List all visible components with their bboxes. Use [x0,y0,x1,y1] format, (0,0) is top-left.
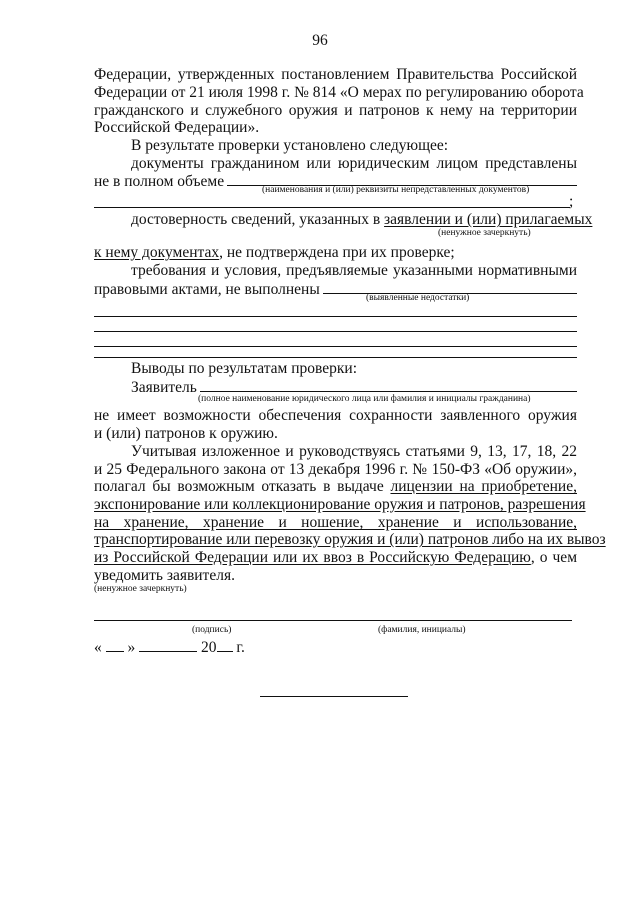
decision-line-3 [94,478,577,495]
decision-line-7 [94,549,577,566]
decision-hint: (ненужное зачеркнуть) [94,584,187,594]
check-result-heading: В результате проверки установлено следующее: [131,137,449,154]
date-year-prefix: 20 [201,639,217,656]
reliability-prefix: достоверность сведений, указанных в [131,211,385,228]
applicant-blank[interactable] [200,378,577,392]
documents-blank[interactable] [227,172,577,186]
decision-line-8: уведомить заявителя. [94,567,235,584]
conclusions-line-1: не имеет возможности обеспечения сохранности заявленного оружия [94,407,577,424]
requirements-blank-line-5[interactable] [94,357,577,358]
applicant-label: Заявитель [131,379,197,396]
reliability-hint: (ненужное зачеркнуть) [438,228,531,238]
documents-semicolon: ; [569,193,574,210]
requirements-blank-line-4[interactable] [94,346,577,347]
date-year-suffix: г. [236,639,245,656]
reliability-line-1 [131,211,592,228]
requirements-blank-line-2[interactable] [94,316,577,317]
date-month-blank[interactable] [139,638,197,652]
decision-line-7-rest: , о чем [530,549,577,566]
intro-line-1: Федерации, утвержденных постановлением Правительства Российской [94,66,577,83]
decision-line-5: на хранение, хранение и ношение, хранение и использование, [94,514,577,531]
date-line [94,638,245,656]
signature-hint: (подпись) [192,625,232,635]
conclusions-line-2: и (или) патронов к оружию. [94,425,278,442]
requirements-blank[interactable] [323,280,577,294]
decision-line-1: Учитывая изложенное и руководствуясь статьями 9, 13, 17, 18, 22 [131,443,577,460]
end-divider [260,696,408,697]
decision-line-6: транспортирование или перевозку оружия и (или) патронов либо на их вывоз [94,531,606,548]
requirements-line-2-text: правовыми актами, не выполнены [94,281,320,298]
reliability-line-2-rest: , не подтверждена при их проверке; [219,244,455,261]
date-close-quote: » [127,639,136,656]
documents-line-2-text: не в полном объеме [94,173,225,190]
documents-line-1: документы гражданином или юридическим лицом представлены [131,155,577,172]
reliability-struck: заявлении и (или) прилагаемых [384,211,593,228]
intro-line-4: Российской Федерации». [94,119,260,136]
applicant-hint: (полное наименование юридического лица или фамилия и инициалы гражданина) [198,394,531,404]
requirements-line-1: требования и условия, предъявляемые указанными нормативными [131,262,577,279]
reliability-line-2 [94,244,455,261]
requirements-hint: (выявленные недостатки) [366,293,470,303]
intro-line-2: Федерации от 21 июля 1998 г. № 814 «О мерах по регулированию оборота [94,84,584,101]
page-number: 96 [312,32,328,49]
decision-line-4: экспонирование или коллекционирование оружия и патронов, разрешения [94,496,586,513]
date-year-blank[interactable] [217,638,233,652]
name-hint: (фамилия, инициалы) [378,625,466,635]
signature-line[interactable] [94,620,572,621]
intro-line-3: гражданского и служебного оружия и патронов к нему на территории [94,102,577,119]
decision-line-2: и 25 Федерального закона от 13 декабря 1996 г. № 150-ФЗ «Об оружии», [94,461,577,478]
decision-line-3-prefix: полагал бы возможным отказать в выдаче [94,478,391,495]
decision-line-7-struck: из Российской Федерации или их ввоз в Российскую Федерацию [94,549,531,566]
reliability-line-2-struck: к нему документах [94,244,220,261]
requirements-line-2 [94,280,577,298]
date-open-quote: « [94,639,102,656]
requirements-blank-line-3[interactable] [94,331,577,332]
documents-hint: (наименования и (или) реквизиты непредставленных документов) [262,185,530,195]
decision-line-3-struck: лицензии на приобретение, [390,478,577,495]
documents-blank-line-2[interactable] [94,207,570,208]
conclusions-heading: Выводы по результатам проверки: [131,360,358,377]
date-day-blank[interactable] [106,638,124,652]
